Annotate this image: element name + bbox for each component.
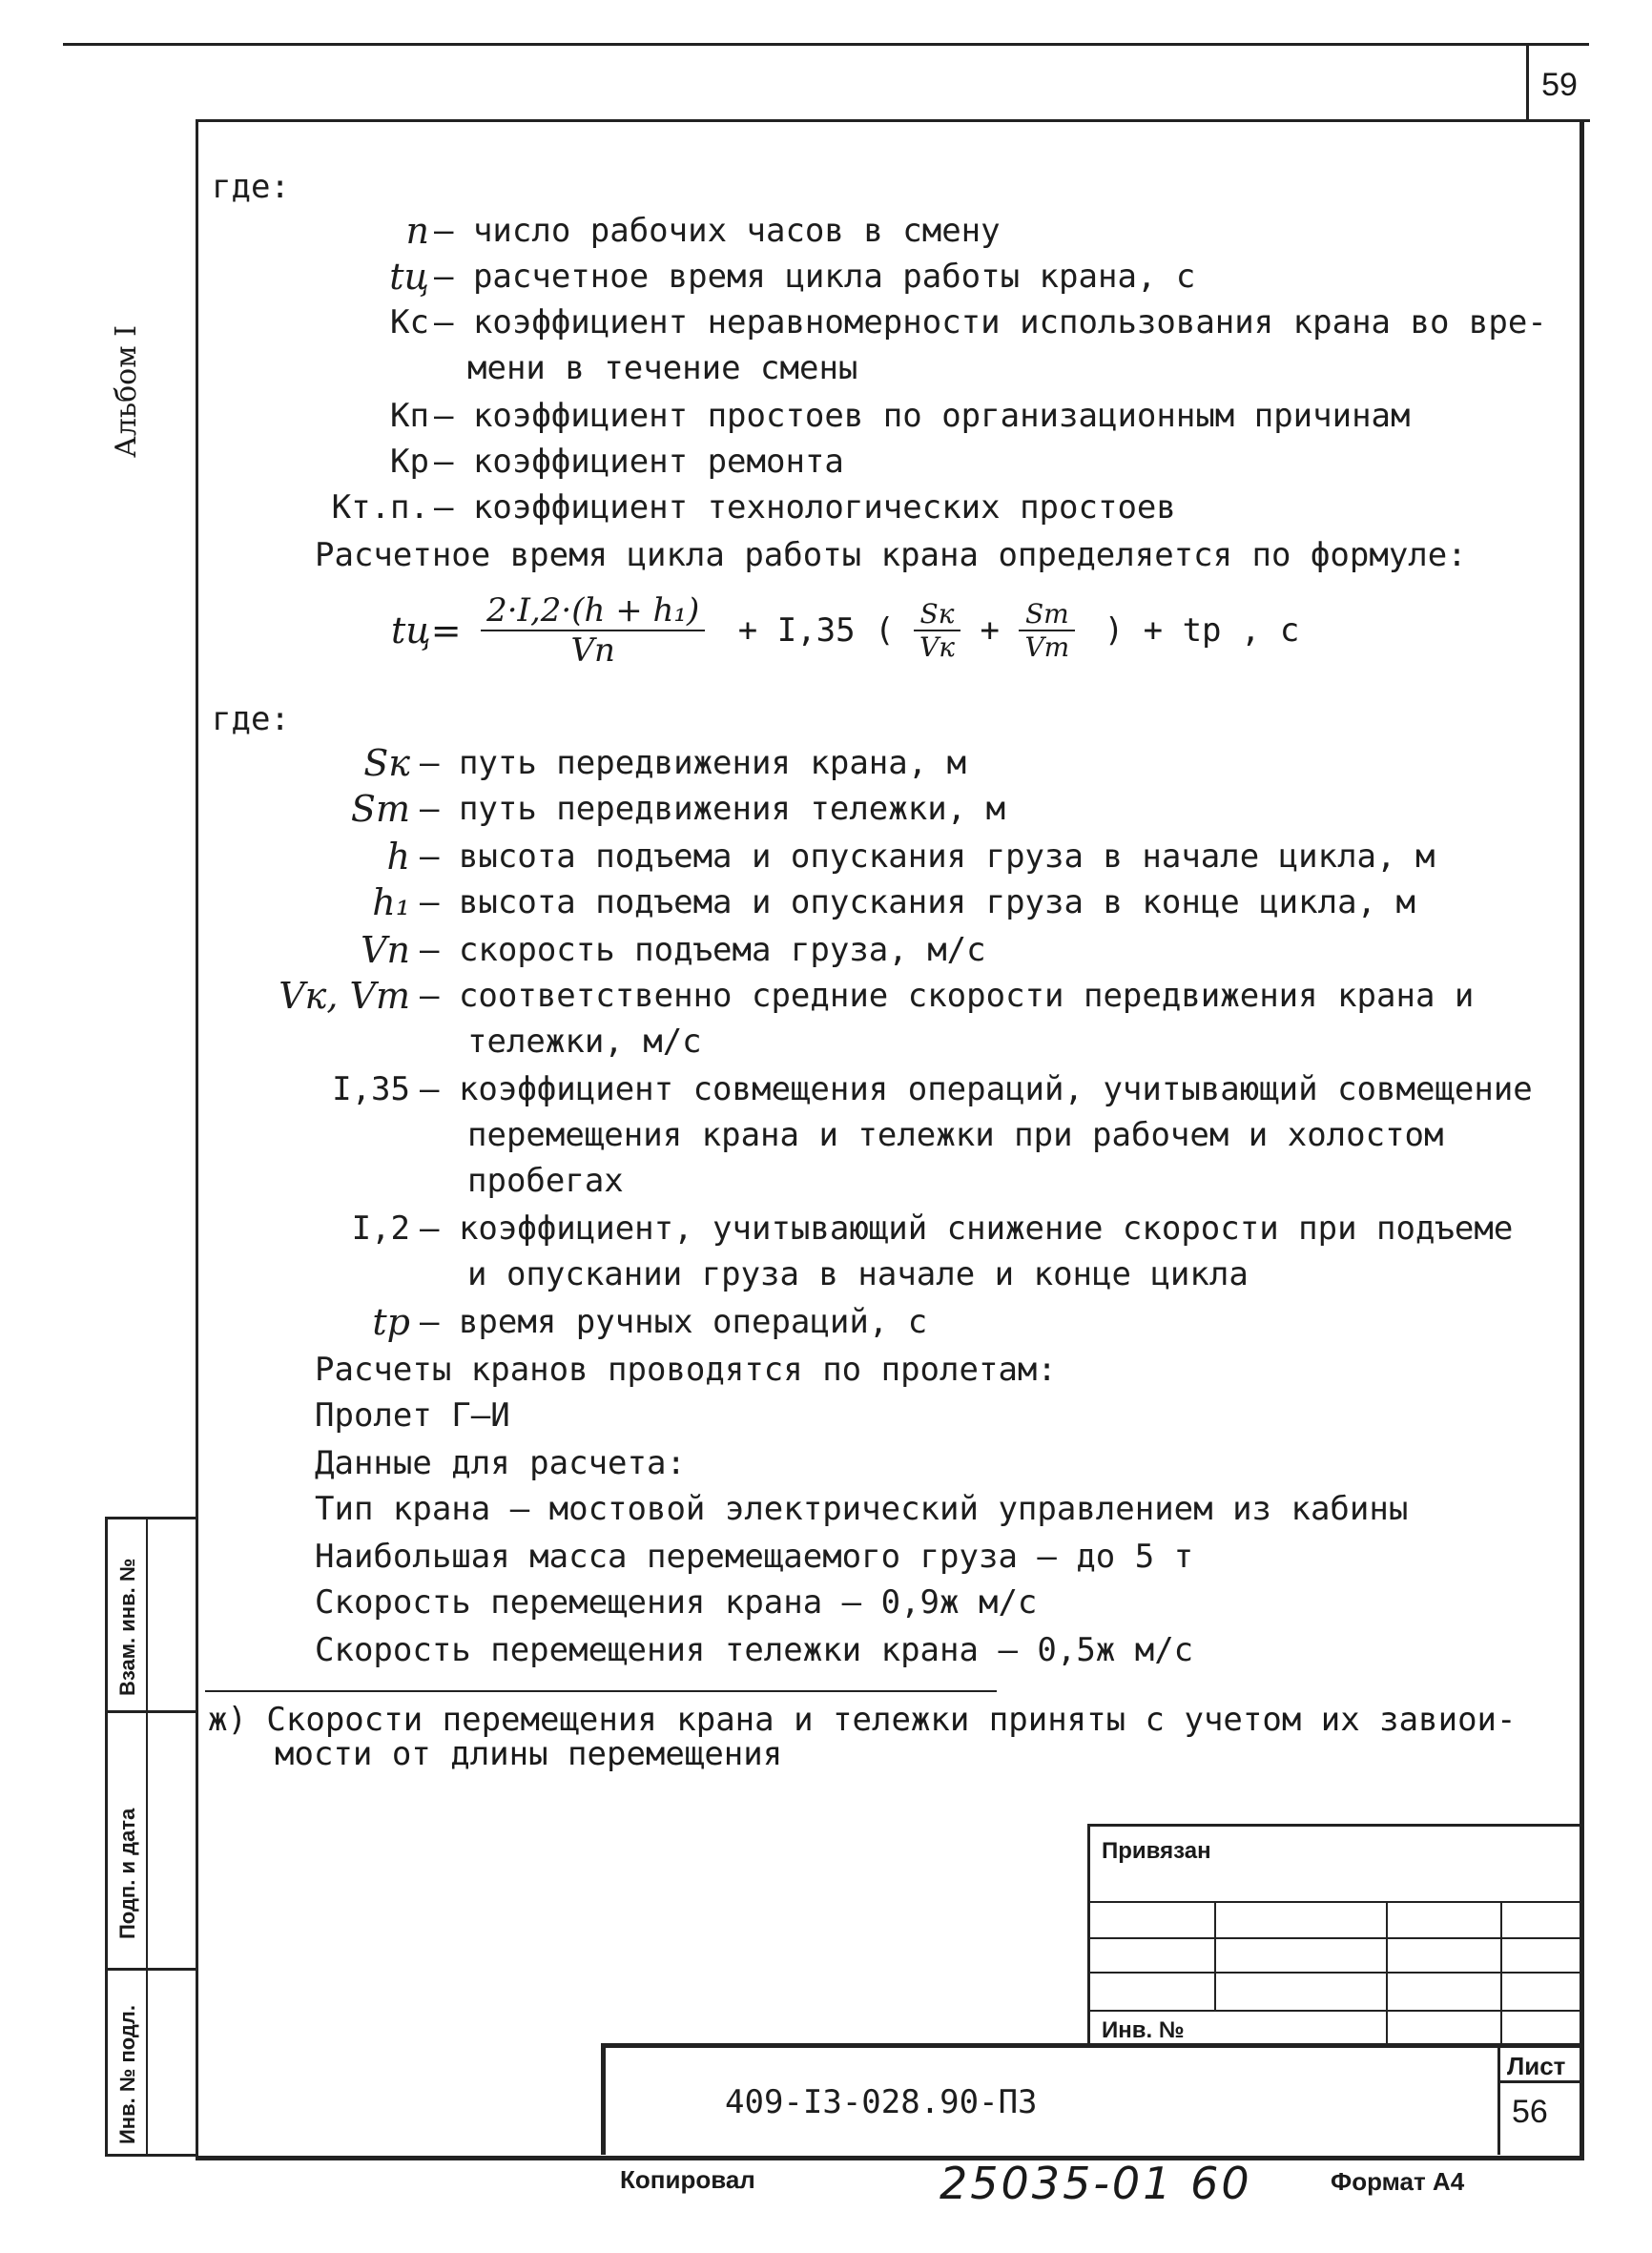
def2-text-5: – соответственно средние скорости передвижения крана и [420, 977, 1475, 1015]
def1-sym-1: tц [389, 256, 429, 298]
def1-text-6: – коэффициент технологических простоев [434, 488, 1176, 527]
def2-text-4: – скорость подъема груза, м/с [420, 931, 986, 969]
binding-stamp [1087, 1824, 1580, 2048]
body-line-3: Тип крана – мостовой электрический управлением из кабины [315, 1490, 1409, 1528]
def2-text-8: перемещения крана и тележки при рабочем и холостом [467, 1116, 1444, 1154]
def2-sym-10: I,2 [351, 1209, 410, 1248]
def2-text-3: – высота подъема и опускания груза в конце цикла, м [420, 883, 1415, 921]
copied-by-label: Копировал [620, 2165, 755, 2194]
formula-frac-3: $\frac{Sт}{Vт}$ [1019, 598, 1075, 663]
page-number: 59 [1541, 67, 1578, 103]
def1-sym-4: Кп [390, 397, 429, 435]
def2-text-9: пробегах [467, 1162, 624, 1200]
formula-frac-1: $\frac{\text{2·I,2·(h + h₁)}}{Vп}$ [481, 591, 705, 670]
inv-podl-label: Инв. № подл. [115, 2005, 139, 2144]
def2-sym-1: Sт [350, 788, 410, 830]
privyazan-label: Привязан [1102, 1838, 1211, 1864]
body-line-5: Скорость перемещения крана – 0,9ж м/с [315, 1583, 1038, 1622]
def1-sym-6: Кт.п. [331, 488, 429, 527]
def2-text-0: – путь передвижения крана, м [420, 744, 967, 782]
footnote [208, 1703, 1543, 1771]
def2-sym-7: I,35 [332, 1070, 410, 1108]
formula-intro: Расчетное время цикла работы крана определяется по формуле: [315, 536, 1467, 574]
def1-text-3: мени в течение смены [467, 349, 858, 387]
def1-sym-5: Кр [390, 443, 429, 481]
body-line-1: Пролет Г–И [315, 1396, 510, 1435]
footnote-line-0: ж) Скорости перемещения крана и тележки приняты с учетом их завиои- [208, 1701, 1517, 1739]
def2-text-1: – путь передвижения тележки, м [420, 790, 1006, 828]
def2-text-12: – время ручных операций, с [420, 1303, 928, 1341]
top-rule [63, 43, 1589, 46]
format-label: Формат А4 [1331, 2167, 1465, 2196]
def1-text-5: – коэффициент ремонта [434, 443, 844, 481]
sheet-label: Лист [1507, 2052, 1566, 2080]
def1-text-2: – коэффициент неравномерности использования крана во вре- [434, 303, 1547, 341]
def2-text-10: – коэффициент, учитывающий снижение скорости при подъеме [420, 1209, 1514, 1248]
def2-sym-0: Sк [363, 742, 410, 784]
formula-frac-2: $\frac{Sк}{Vк}$ [914, 598, 960, 663]
body-line-2: Данные для расчета: [315, 1444, 686, 1482]
def1-text-1: – расчетное время цикла работы крана, с [434, 258, 1196, 296]
formula-plus-2: + [980, 611, 1000, 650]
handwritten-number: 25035-01 60 [940, 2158, 1252, 2209]
def2-text-6: тележки, м/с [467, 1023, 702, 1061]
def2-sym-2: h [386, 836, 410, 878]
body-line-0: Расчеты кранов проводятся по пролетам: [315, 1351, 1057, 1389]
def2-text-11: и опускании груза в начале и конце цикла [467, 1255, 1249, 1293]
body-line-6: Скорость перемещения тележки крана – 0,5ж м/с [315, 1631, 1194, 1669]
inv-no-label: Инв. № [1102, 2017, 1185, 2043]
def1-sym-0: n [405, 210, 429, 252]
body-line-4: Наибольшая масса перемещаемого груза – до 5 т [315, 1538, 1194, 1576]
where-label-1: где: [212, 168, 290, 206]
def2-sym-4: Vп [361, 929, 410, 971]
def1-text-4: – коэффициент простоев по организационным причинам [434, 397, 1411, 435]
def1-sym-2: Кс [390, 303, 429, 341]
formula-tail: ) + tр , с [1104, 611, 1300, 650]
podp-date-label: Подп. и дата [115, 1808, 139, 1939]
vzam-inv-label: Взам. инв. № [115, 1558, 139, 1696]
side-stamp [105, 1517, 198, 2157]
def2-sym-12: tр [372, 1301, 410, 1343]
where-label-2: где: [212, 700, 290, 738]
def2-sym-3: h₁ [372, 881, 410, 923]
def2-text-7: – коэффициент совмещения операций, учитывающий совмещение [420, 1070, 1533, 1108]
def2-sym-5: Vк, Vт [279, 975, 410, 1017]
album-label: Альбом I [110, 325, 143, 458]
document-number: 409-I3-028.90-ПЗ [725, 2083, 1038, 2121]
formula-plus-1: + I,35 ( [737, 611, 895, 650]
def1-text-0: – число рабочих часов в смену [434, 212, 1001, 250]
formula-lhs: tц= [391, 610, 462, 651]
cycle-time-formula [391, 591, 1440, 696]
def2-text-2: – высота подъема и опускания груза в начале цикла, м [420, 837, 1435, 876]
sheet-number: 56 [1512, 2094, 1548, 2130]
footnote-line-1: мости от длины перемещения [275, 1735, 783, 1773]
footnote-rule [205, 1690, 997, 1692]
